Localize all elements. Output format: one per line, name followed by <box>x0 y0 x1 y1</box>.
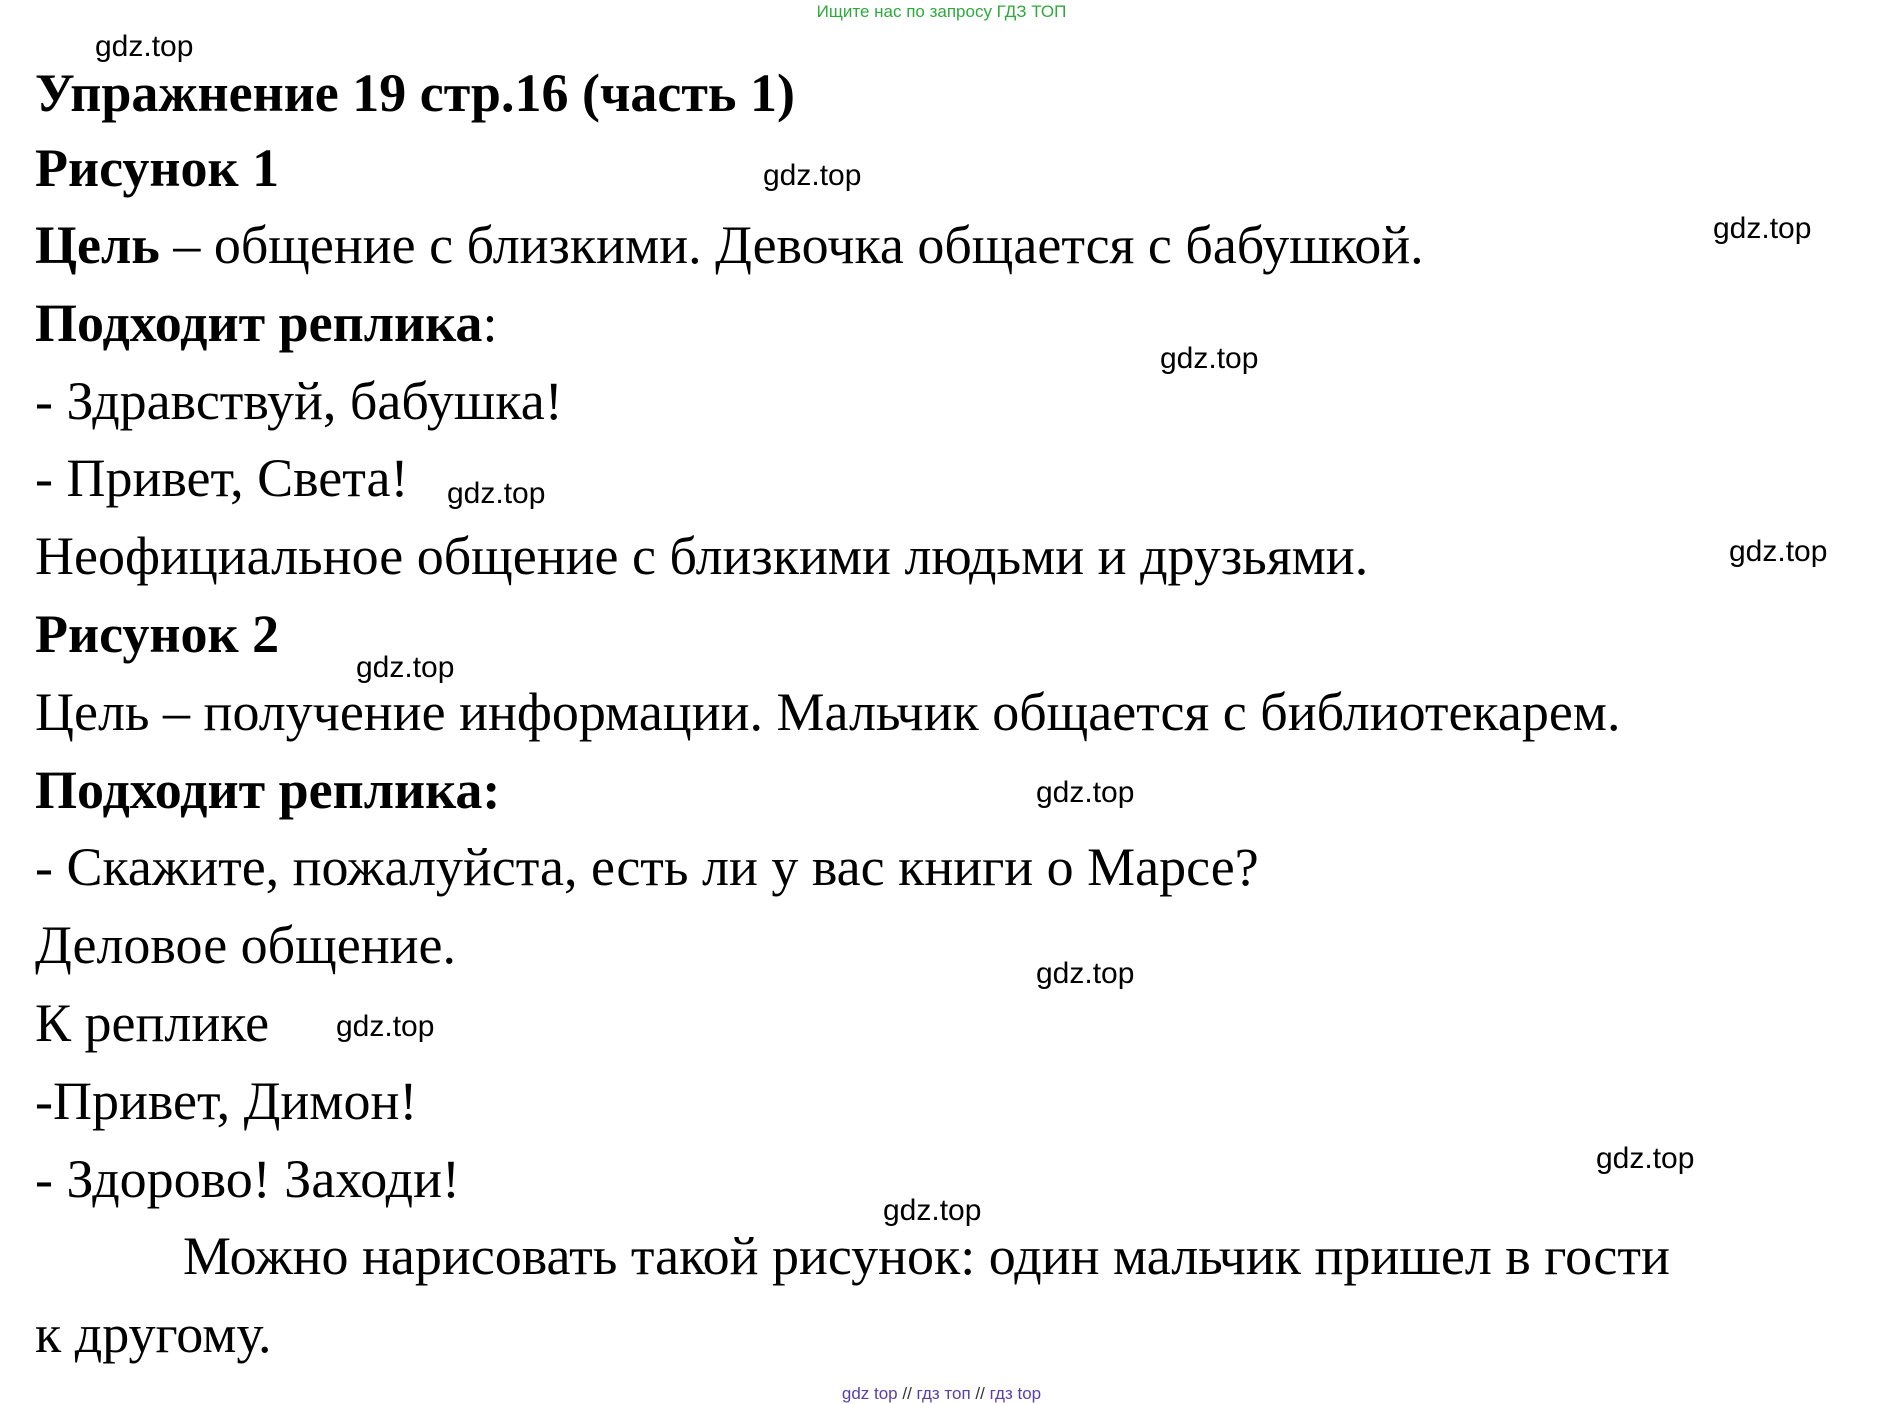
watermark: gdz.top <box>356 651 455 684</box>
top-banner: Ищите нас по запросу ГДЗ ТОП <box>816 2 1067 21</box>
footer-part-3: гдз top <box>989 1384 1042 1403</box>
watermark: gdz.top <box>1160 342 1259 375</box>
figure1-reply-2: - Привет, Света! <box>35 448 409 508</box>
page-title: Упражнение 19 стр.16 (часть 1) <box>35 63 795 123</box>
footer <box>0 1384 1883 1404</box>
watermark: gdz.top <box>1036 776 1135 809</box>
figure1-fits <box>35 293 498 353</box>
figure1-reply-1: - Здравствуй, бабушка! <box>35 371 563 431</box>
footer-separator: // <box>902 1384 912 1403</box>
figure2-reply-1: - Скажите, пожалуйста, есть ли у вас книги о Марсе? <box>35 837 1259 897</box>
watermark: gdz.top <box>1713 212 1812 245</box>
footer-part-1: gdz top <box>841 1384 898 1403</box>
extra-drawing-line-1: Можно нарисовать такой рисунок: один мальчик пришел в гости <box>183 1226 1670 1286</box>
figure1-heading: Рисунок 1 <box>35 138 280 198</box>
figure2-heading: Рисунок 2 <box>35 604 280 664</box>
figure2-fits-label: Подходит реплика: <box>35 760 501 820</box>
watermark: gdz.top <box>883 1194 982 1227</box>
figure1-goal-text: – общение с близкими. Девочка общается с бабушкой. <box>159 215 1424 275</box>
watermark: gdz.top <box>336 1010 435 1043</box>
footer-part-2: гдз топ <box>916 1384 971 1403</box>
watermark: gdz.top <box>1729 535 1828 568</box>
figure1-fits-label: Подходит реплика <box>35 293 483 353</box>
figure1-goal-label: Цель <box>35 215 160 275</box>
extra-reply-2: - Здорово! Заходи! <box>35 1149 461 1209</box>
watermark: gdz.top <box>1596 1142 1695 1175</box>
figure2-goal: Цель – получение информации. Мальчик общается с библиотекарем. <box>35 682 1621 742</box>
watermark: gdz.top <box>763 159 862 192</box>
watermark: gdz.top <box>1036 957 1135 990</box>
figure1-summary: Неофициальное общение с близкими людьми и друзьями. <box>35 526 1369 586</box>
figure1-fits-colon: : <box>482 293 498 353</box>
footer-separator: // <box>975 1384 985 1403</box>
watermark: gdz.top <box>447 477 546 510</box>
extra-to-reply: К реплике <box>35 993 270 1053</box>
extra-drawing-line-2: к другому. <box>35 1304 272 1364</box>
figure1-goal <box>35 215 1424 275</box>
watermark: gdz.top <box>95 30 194 63</box>
figure2-summary: Деловое общение. <box>35 915 456 975</box>
extra-reply-1: -Привет, Димон! <box>35 1071 418 1131</box>
